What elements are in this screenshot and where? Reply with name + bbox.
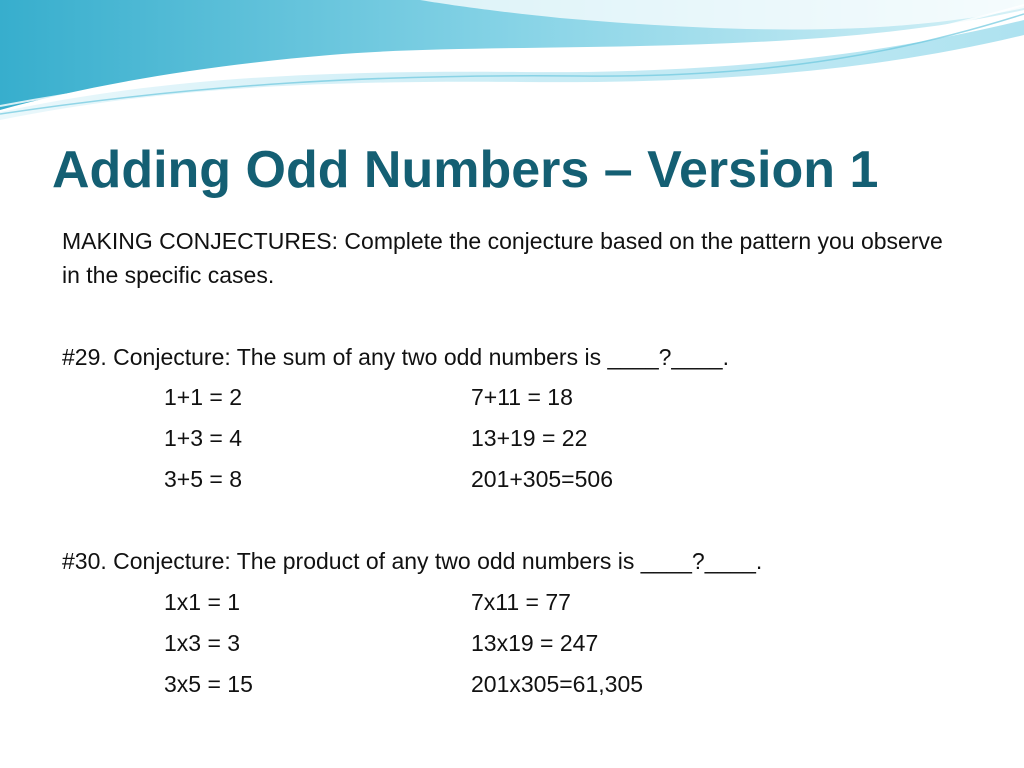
problem-30-example: 1x1 = 1 <box>164 589 241 615</box>
slide-title: Adding Odd Numbers – Version 1 <box>52 141 879 199</box>
problem-30-example: 7x11 = 77 <box>471 589 571 615</box>
problem-30-example: 1x3 = 3 <box>164 630 241 656</box>
problem-30-example: 201x305=61,305 <box>471 671 644 697</box>
problem-29-example: 1+3 = 4 <box>164 425 243 451</box>
header-wave-decoration <box>0 0 1024 120</box>
problem-29-statement: #29. Conjecture: The sum of any two odd numbers is ____?____. <box>62 344 729 370</box>
problem-29-example: 7+11 = 18 <box>471 384 573 410</box>
problem-29-example: 3+5 = 8 <box>164 466 243 492</box>
problem-29-example: 1+1 = 2 <box>164 384 243 410</box>
problem-29-example: 201+305=506 <box>471 466 613 492</box>
intro-instructions: MAKING CONJECTURES: Complete the conjecture based on the pattern you observe in the specific cases. <box>62 228 943 288</box>
problem-29-example: 13+19 = 22 <box>471 425 588 451</box>
problem-30-statement: #30. Conjecture: The product of any two odd numbers is ____?____. <box>62 548 763 574</box>
problem-30-example: 13x19 = 247 <box>471 630 599 656</box>
problem-30-example: 3x5 = 15 <box>164 671 253 697</box>
